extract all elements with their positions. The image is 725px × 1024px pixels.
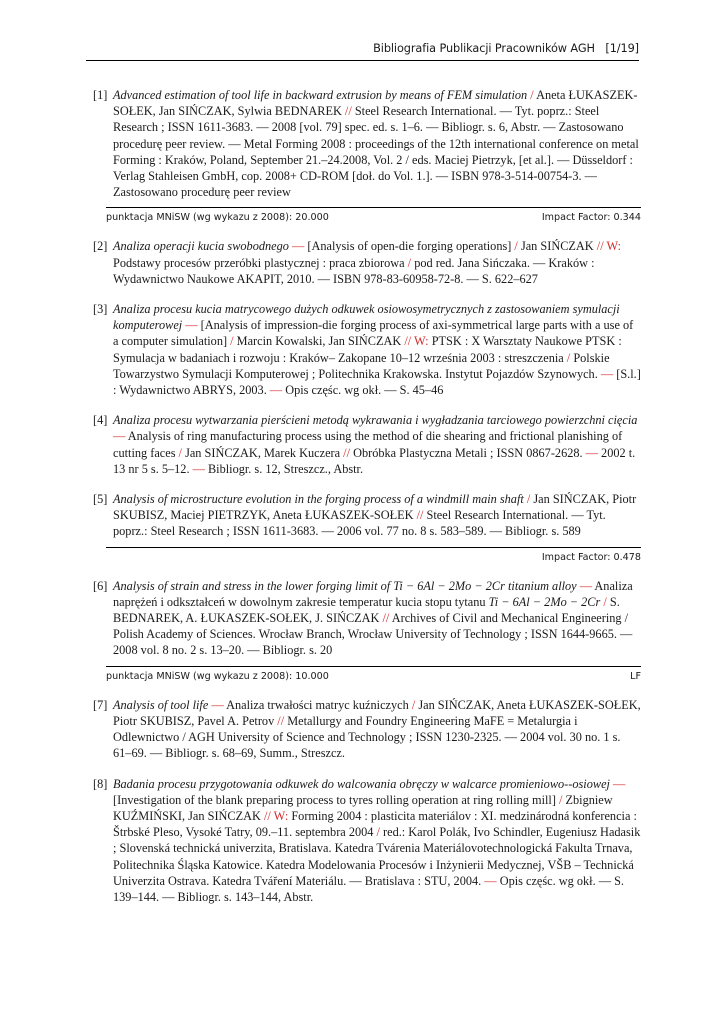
entry-authors: Jan SIŃCZAK, Piotr SKUBISZ, Maciej PIETRZYK, Aneta ŁUKASZEK-SOŁEK bbox=[113, 492, 637, 523]
impact-factor: Impact Factor: 0.344 bbox=[541, 212, 641, 224]
entry-title: Analysis of strain and stress in the lower forging limit of bbox=[113, 578, 391, 593]
separator-double-slash: // bbox=[379, 611, 392, 626]
entry-authors: Aneta ŁUKASZEK-SOŁEK, Jan SIŃCZAK, Sylwia BEDNAREK bbox=[113, 88, 638, 119]
entry-host-details: Polskie Towarzystwo Symulacji Komputerowej ; Politechnika Krakowska. Instytut Pojazdów Szynowych. bbox=[113, 350, 610, 381]
page-header bbox=[373, 42, 639, 55]
entry-metrics bbox=[106, 666, 641, 683]
separator-slash: / bbox=[511, 239, 521, 254]
entry-source: Steel Research International. — Tyt. poprz.: Steel Research ; ISSN 1611-3683. — 2006 vol. 77 no. 8 s. 583–589. — Bibliogr. s. 589 bbox=[113, 508, 606, 539]
alloy-formula: Ti − 6Al − 2Mo − 2Cr bbox=[393, 578, 505, 593]
impact-factor: LF bbox=[630, 670, 641, 682]
entry-authors: Jan SIŃCZAK, Marek Kuczera bbox=[185, 445, 341, 460]
entry-source: Archives of Civil and Mechanical Engineering / Polish Academy of Sciences. Wrocław Branch, Wrocław University of Technology ; ISSN 1644-9665. — 2008 vol. 8 no. 2 s. 13–20. — Bibliogr. s. 20 bbox=[113, 611, 633, 658]
separator-double-slash: // bbox=[274, 713, 288, 728]
entry-title: Analiza operacji kucia swobodnego bbox=[113, 239, 289, 254]
header-title: Bibliografia Publikacji Pracowników AGH bbox=[373, 42, 595, 55]
separator-dash: — bbox=[288, 239, 308, 254]
entry-number: [3] bbox=[93, 302, 108, 317]
entry-translation: Analiza trwałości matryc kuźniczych bbox=[226, 697, 409, 712]
mnisw-score: punktacja MNiSW (wg wykazu z 2008): 10.000 bbox=[106, 670, 329, 682]
bibliography-entry bbox=[93, 776, 641, 906]
in-marker: W: bbox=[273, 808, 289, 823]
entry-translation: Analiza naprężeń i odkształceń w dowolnym zakresie temperatur kucia stopu tytanu bbox=[113, 578, 633, 609]
separator-slash: / bbox=[527, 88, 537, 102]
in-marker: W: bbox=[606, 239, 622, 254]
separator-double-slash: // bbox=[340, 445, 354, 460]
separator-slash: / bbox=[408, 697, 419, 712]
entry-authors: Zbigniew KUŹMIŃSKI, Jan SIŃCZAK bbox=[113, 792, 613, 823]
bibliography-list bbox=[93, 87, 641, 919]
separator-slash: / bbox=[175, 445, 186, 460]
entry-translation: [Investigation of the blank preparing process to tyres rolling operation at ring rolling mill] bbox=[113, 792, 556, 807]
separator-dash: — bbox=[266, 383, 286, 398]
bibliography-entry bbox=[93, 301, 641, 398]
entry-title: Analysis of microstructure evolution in the forging process of a windmill main shaft bbox=[113, 492, 524, 507]
entry-title: Advanced estimation of tool life in backward extrusion by means of FEM simulation bbox=[113, 88, 528, 102]
separator-dash: — bbox=[576, 578, 595, 593]
entry-notes: Opis częśc. wg okł. — S. 139–144. — Bibliogr. s. 143–144, Abstr. bbox=[113, 873, 625, 904]
entry-number: [4] bbox=[93, 413, 108, 428]
entry-number: [5] bbox=[93, 492, 108, 507]
entry-number: [8] bbox=[93, 776, 108, 791]
entry-host: PTSK : X Warsztaty Naukowe PTSK : Symulacja w badaniach i rozwoju : Kraków– Zakopane 10–12 września 2003 : streszczenia bbox=[113, 334, 622, 365]
entry-host: Podstawy procesów przeróbki plastycznej : praca zbiorowa bbox=[113, 255, 405, 270]
alloy-formula: Ti − 6Al − 2Mo − 2Cr bbox=[488, 594, 601, 609]
entry-host: Forming 2004 : plasticita materiálov : XI. medzinárodná konferencia : Štrbské Pleso, Vysoké Tatry, 09.–11. septembra 2004 bbox=[113, 808, 637, 840]
entry-authors: Jan SIŃCZAK, Aneta ŁUKASZEK-SOŁEK, Piotr SKUBISZ, Pavel A. Petrov bbox=[113, 697, 641, 728]
separator-dash: — bbox=[208, 697, 227, 712]
bibliography-entry bbox=[93, 578, 641, 683]
entry-authors: S. BEDNAREK, A. ŁUKASZEK-SOŁEK, J. SIŃCZAK bbox=[113, 594, 620, 626]
separator-slash: / bbox=[523, 492, 534, 507]
entry-title-end: titanium alloy bbox=[507, 578, 577, 593]
entry-host-details: pod red. Jana Sińczaka. — Kraków : Wydawnictwo Naukowe AKAPIT, 2010. — ISBN 978-83-60958-72-8. — S. 622–627 bbox=[113, 255, 595, 286]
separator-double-slash: // bbox=[593, 239, 607, 254]
bibliography-entry bbox=[93, 87, 641, 224]
entry-title: Analiza procesu kucia matrycowego dużych odkuwek osiowosymetrycznych z zastosowaniem symulacji komputerowej bbox=[113, 302, 620, 333]
separator-dash: — bbox=[113, 429, 128, 444]
separator-slash: / bbox=[373, 825, 384, 840]
mnisw-score: punktacja MNiSW (wg wykazu z 2008): 20.000 bbox=[106, 212, 329, 224]
bibliography-entry bbox=[93, 412, 641, 477]
separator-dash: — bbox=[609, 776, 626, 791]
header-divider bbox=[86, 60, 639, 61]
entry-translation: Analysis of ring manufacturing process using the method of die shearing and frictional planishing of cutting faces bbox=[113, 429, 623, 460]
entry-translation: [Analysis of open-die forging operations] bbox=[307, 239, 512, 254]
entry-volume: 2002 t. 13 nr 5 s. 5–12. bbox=[113, 445, 636, 476]
separator-dash: — bbox=[597, 366, 617, 381]
entry-authors: Jan SIŃCZAK bbox=[520, 239, 594, 254]
separator-dash: — bbox=[481, 873, 500, 888]
separator-dash: — bbox=[189, 461, 208, 476]
entry-metrics bbox=[106, 207, 641, 224]
page-indicator: [1/19] bbox=[605, 42, 639, 55]
separator-double-slash: // bbox=[413, 508, 427, 523]
separator-dash: — bbox=[182, 318, 201, 333]
separator-slash: / bbox=[563, 350, 574, 365]
entry-number: [7] bbox=[93, 697, 108, 712]
separator-slash: / bbox=[227, 334, 237, 349]
bibliography-entry bbox=[93, 238, 641, 287]
entry-title: Analiza procesu wytwarzania pierścieni metodą wykrawania i wygładzania tarciowego powierzchni cięcia bbox=[113, 413, 638, 428]
entry-title: Analysis of tool life bbox=[113, 697, 209, 712]
separator-slash: / bbox=[404, 255, 415, 270]
bibliography-entry bbox=[93, 491, 641, 564]
in-marker: W: bbox=[414, 334, 429, 349]
impact-factor: Impact Factor: 0.478 bbox=[541, 551, 641, 563]
entry-source: Metallurgy and Foundry Engineering MaFE = Metalurgia i Odlewnictwo / AGH University of Science and Technology ; ISSN 1230-2325. — 2004 vol. 30 no. 1 s. 61–69. — Bibliogr. s. 68–69, Summ., Streszcz. bbox=[113, 713, 621, 761]
entry-title: Badania procesu przygotowania odkuwek do walcowania obręczy w walcarce promieniowo--osiowej bbox=[113, 776, 610, 791]
entry-source: Obróbka Plastyczna Metali ; ISSN 0867-2628. bbox=[353, 445, 583, 460]
entry-pages: Opis częśc. wg okł. — S. 45–46 bbox=[285, 383, 444, 398]
separator-slash: / bbox=[555, 792, 566, 807]
entry-number: [6] bbox=[93, 578, 108, 593]
separator-double-slash: // bbox=[260, 808, 274, 823]
separator-dash: — bbox=[582, 445, 602, 460]
entry-publisher: [S.l.] : Wydawnictwo ABRYS, 2003. bbox=[113, 366, 641, 398]
separator-double-slash: // bbox=[401, 334, 415, 349]
separator-slash: / bbox=[600, 594, 610, 609]
separator-double-slash: // bbox=[341, 104, 355, 119]
entry-number: [1] bbox=[93, 88, 108, 102]
entry-source: Steel Research International. — Tyt. poprz.: Steel Research ; ISSN 1611-3683. — 2008 [vol. 79] spec. ed. s. 1–6. — Bibliogr. s. 6, Abstr. — Zastosowano procedurę peer review. — Metal Forming 2008 : proceedings of the 12th international conference on metal Forming : Kraków, Poland, September 21.–24.2008, Vol. 2 / eds. Maciej Pietrzyk, [et al.]. — Düsseldorf : Verlag Stahleisen GmbH, cop. 2008+ CD-ROM [doł. do Vol. 1.]. — ISBN 978-3-514-00754-3. — Zastosowano procedurę peer review bbox=[113, 104, 639, 200]
entry-number: [2] bbox=[93, 239, 108, 254]
entry-notes: Bibliogr. s. 12, Streszcz., Abstr. bbox=[207, 461, 364, 476]
entry-authors: Marcin Kowalski, Jan SIŃCZAK bbox=[236, 334, 402, 349]
entry-metrics bbox=[106, 547, 641, 564]
entry-host-details: red.: Karol Polák, Ivo Schindler, Eugeniusz Hadasik ; Slovenská technická univerzita, Bratislava. Katedra Tvárenia Materiálovotechnologická Fakulta Trnava, Politechnika Śląska Katowice. Katedra Modelowania Procesów i Inżynierii Medycznej, VŠB – Technická Univerzita Ostrava. Katedra Tváření Materiálu. — Bratislava : STU, 2004. bbox=[113, 825, 641, 888]
entry-translation: [Analysis of impression-die forging process of axi-symmetrical large parts with a use of a computer simulation] bbox=[113, 318, 634, 349]
bibliography-entry bbox=[93, 697, 641, 762]
